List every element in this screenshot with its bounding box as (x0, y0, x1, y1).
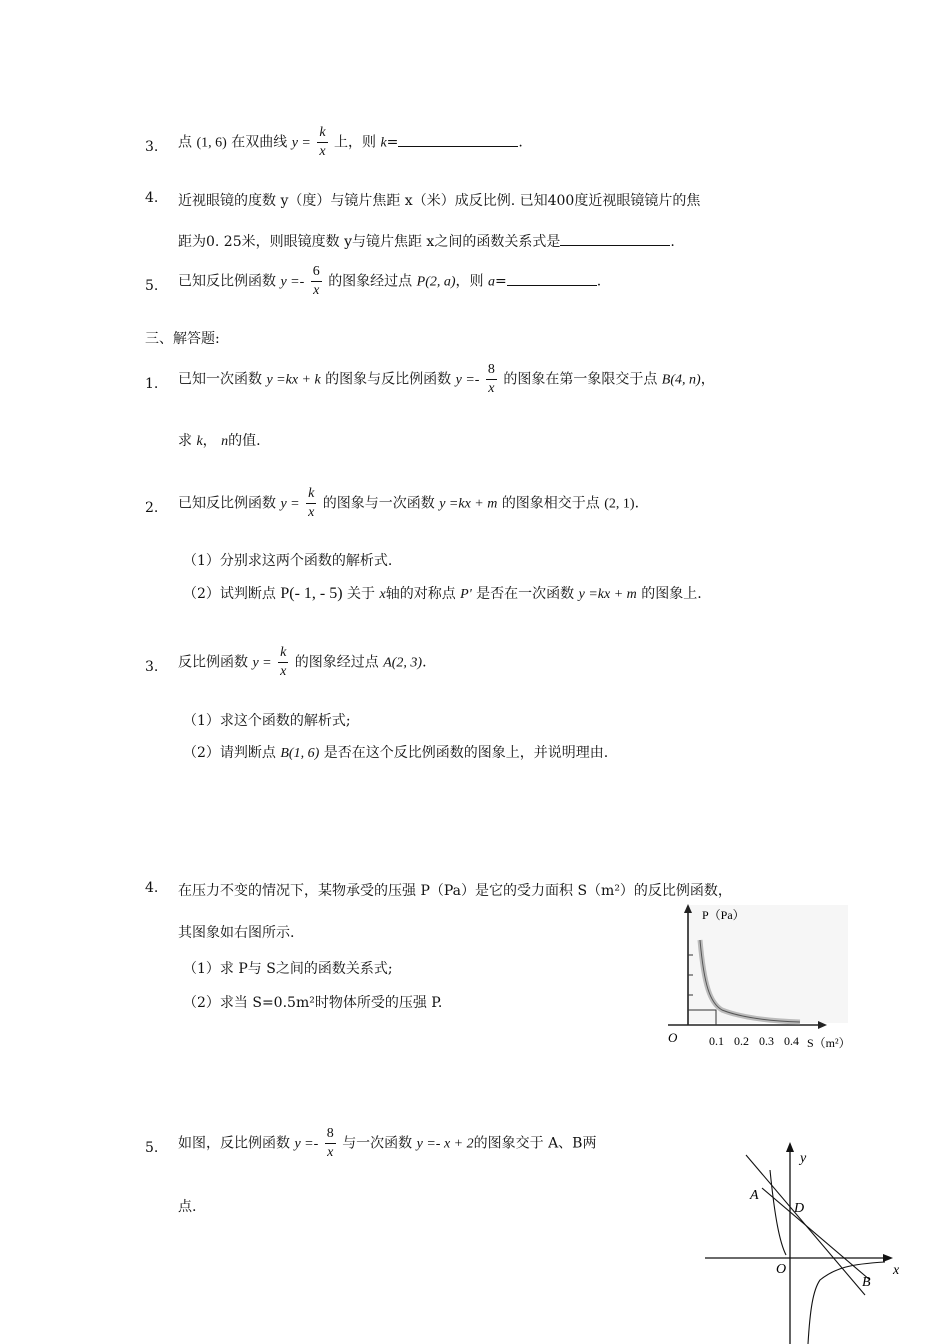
text: 在双曲线 (231, 134, 288, 151)
text: 的图象经过点 (328, 273, 413, 290)
text: 的图象在第一象限交于点 (503, 371, 658, 388)
text: 上，则 (333, 134, 376, 151)
text: 的图象经过点 (294, 654, 379, 671)
text: ， (700, 371, 715, 388)
point: P(2, a) (416, 274, 456, 290)
question-number: 5. (145, 278, 159, 294)
answer-question-4-line1: 在压力不变的情况下，某物承受的压强 P（Pa）是它的受力面积 S（m²）的反比例函数， (178, 883, 732, 899)
point-d-label: D (794, 1201, 805, 1216)
x-axis-label: S（m²） (807, 1036, 851, 1050)
answer-question-1 (178, 361, 715, 398)
y-axis-label: y (800, 1151, 807, 1166)
equation-lhs: y = (291, 135, 311, 151)
question-number: 2. (145, 500, 159, 516)
period: . (422, 654, 427, 671)
origin-label: O (776, 1262, 787, 1277)
variable: x (379, 587, 386, 602)
fill-in-question-5 (178, 263, 601, 300)
point-b-label: B (862, 1275, 871, 1290)
question-number: 5. (145, 1140, 159, 1156)
text: 的图象上. (641, 586, 702, 602)
answer-blank[interactable] (507, 273, 597, 286)
text: 距为0. 25米，则眼镜度数 y与镜片焦距 x之间的函数关系式是 (178, 234, 561, 250)
answer-question-5-line2: 点. (178, 1199, 197, 1215)
point: P' (460, 587, 472, 602)
period: . (596, 273, 602, 290)
fill-in-question-3 (178, 124, 523, 161)
origin-label: O (668, 1030, 678, 1045)
period: . (670, 234, 675, 250)
equation-lhs: y =- (455, 372, 480, 388)
graph-background (688, 905, 848, 1023)
question-number: 4. (145, 190, 159, 206)
fraction: $\frac{k}{x}$ (280, 645, 287, 679)
answer-question-5 (178, 1125, 596, 1162)
tick-label: 0.3 (759, 1034, 774, 1048)
y-axis-arrow (786, 1142, 794, 1152)
text: 点 (178, 134, 192, 151)
hyperbola-branch-4th-quadrant (808, 1262, 885, 1344)
answer-question-1-line2 (178, 430, 261, 450)
y-axis-label: P（Pa） (702, 908, 745, 922)
intersection-diagram (700, 1140, 910, 1344)
answer-question-2-sub1: （1）分别求这两个函数的解析式. (183, 553, 393, 569)
answer-question-3 (178, 644, 427, 681)
equation-lhs: y = (280, 496, 300, 512)
equation: y =kx + m (439, 496, 498, 512)
text: 的图象相交于点 (501, 495, 600, 512)
fraction: $\frac{8}{x}$ (487, 362, 495, 396)
text: 是否在这个反比例函数的图象上，并说明理由. (323, 745, 609, 761)
answer-question-3-sub1: （1）求这个函数的解析式; (183, 713, 351, 729)
question-number: 1. (145, 376, 159, 392)
point: (2, 1) (604, 496, 635, 512)
point-a-label: A (750, 1188, 759, 1203)
answer-question-2 (178, 485, 639, 522)
answer-blank[interactable] (398, 134, 518, 147)
answer-question-3-sub2 (183, 742, 608, 762)
tick-label: 0.2 (734, 1034, 749, 1048)
hyperbola-branch-2nd-quadrant (770, 1170, 786, 1255)
variable: k (380, 135, 387, 151)
equation-lhs: y = (252, 655, 272, 671)
x-axis-arrow (883, 1254, 893, 1262)
text: 求 (178, 433, 192, 449)
equals: = (494, 273, 507, 290)
point: B(1, 6) (280, 746, 320, 761)
text: （2）请判断点 (183, 745, 276, 761)
equals: = (386, 134, 399, 151)
answer-question-4-sub1: （1）求 P与 S之间的函数关系式; (183, 961, 393, 977)
tick-label: 0.1 (709, 1034, 724, 1048)
period: . (634, 495, 640, 512)
text: 如图，反比例函数 (178, 1135, 290, 1152)
fraction: $\frac{k}{x}$ (319, 125, 326, 159)
equation: y =- x + 2 (416, 1136, 474, 1152)
section-title: 三、解答题: (145, 331, 220, 347)
variable: n (221, 434, 229, 449)
fraction: $\frac{8}{x}$ (326, 1126, 334, 1160)
text: 已知反比例函数 (178, 273, 276, 290)
fraction: $\frac{k}{x}$ (308, 486, 315, 520)
answer-question-4-line2: 其图象如右图所示. (178, 925, 295, 941)
text: ， (202, 433, 217, 449)
text: 与一次函数 (342, 1135, 413, 1152)
text: 是否在一次函数 (476, 586, 575, 602)
text: 的值. (228, 433, 261, 449)
text: 的图象与一次函数 (322, 495, 435, 512)
period: . (518, 134, 523, 151)
point: (1, 6) (196, 135, 227, 151)
point: B(4, n) (661, 372, 701, 388)
text: 关于 (347, 586, 376, 602)
text: ，则 (455, 273, 484, 290)
variable: a (487, 274, 495, 290)
equation: y =kx + m (578, 587, 637, 602)
text: 的图象与反比例函数 (325, 371, 452, 388)
text: 已知反比例函数 (178, 495, 276, 512)
point: A(2, 3) (383, 655, 423, 671)
equation-lhs: y =- (294, 1136, 319, 1152)
answer-blank[interactable] (560, 233, 670, 246)
pressure-area-graph (660, 900, 855, 1055)
text: 轴的对称点 (385, 586, 456, 602)
variable: k (196, 434, 203, 449)
text: 的图象交于 A、B两 (473, 1135, 597, 1152)
answer-question-4-sub2: （2）求当 S=0.5m²时物体所受的压强 P. (183, 995, 443, 1011)
x-axis-label: x (893, 1263, 900, 1278)
text: 反比例函数 (178, 654, 248, 671)
equation: y =kx + k (266, 372, 321, 388)
question-number: 4. (145, 880, 159, 896)
equation-lhs: y =- (280, 274, 305, 290)
tick-label: 0.4 (784, 1034, 799, 1048)
text: 已知一次函数 (178, 371, 262, 388)
fraction: $\frac{6}{x}$ (312, 264, 320, 298)
answer-question-2-sub2 (183, 583, 702, 603)
question-number: 3. (145, 139, 159, 155)
fill-in-question-4-line1: 近视眼镜的度数 y（度）与镜片焦距 x（米）成反比例. 已知400度近视眼镜镜片的焦 (178, 193, 701, 209)
point: P(- 1, - 5) (280, 585, 343, 602)
text: （2）试判断点 (183, 586, 276, 602)
fill-in-question-4-line2 (178, 231, 675, 251)
question-number: 3. (145, 659, 159, 675)
